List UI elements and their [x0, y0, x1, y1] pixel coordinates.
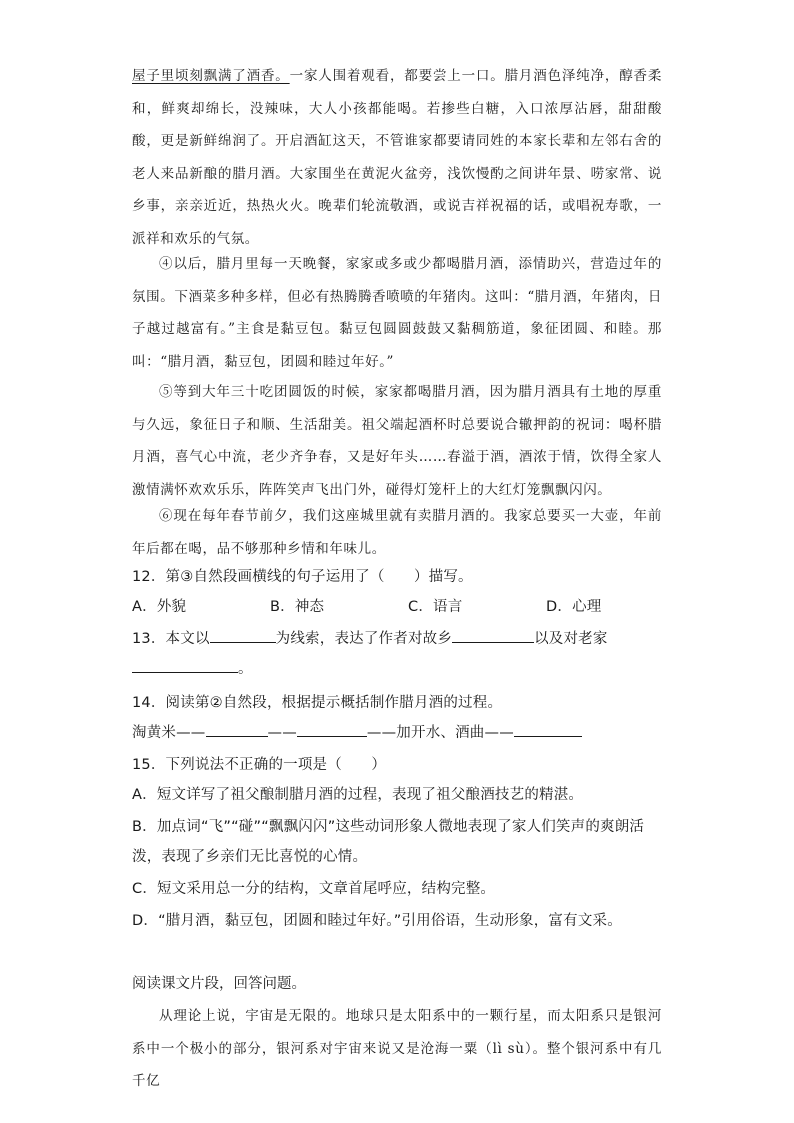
question-15: 15．下列说法不正确的一项是（ ） [132, 757, 387, 773]
option-d[interactable]: D．心理 [546, 599, 602, 615]
answer-blank[interactable] [297, 718, 367, 737]
section-intro: 阅读课文片段，回答问题。 [132, 976, 306, 992]
q14-dash: —— [267, 725, 297, 741]
answer-blank[interactable] [514, 718, 582, 737]
question-15-option-d[interactable]: D．“腊月酒，黏豆包，团圆和睦过年好。”引用俗语，生动形象，富有文采。 [132, 913, 622, 929]
q14-step-mid: ——加开水、酒曲—— [366, 725, 514, 741]
q13-text-b: 为线索，表达了作者对故乡 [275, 631, 453, 647]
q13-end: 。 [238, 661, 253, 677]
question-15-option-a[interactable]: A．短文详写了祖父酿制腊月酒的过程，表现了祖父酿酒技艺的精湛。 [132, 787, 584, 803]
passage-paragraph-3 [132, 60, 662, 255]
question-12-options [132, 592, 672, 622]
option-b[interactable]: B．神态 [270, 599, 325, 615]
answer-blank[interactable] [132, 654, 238, 673]
answer-blank[interactable] [452, 624, 534, 643]
question-14-steps [132, 718, 672, 748]
paragraph-3-text: 一家人围着观看，都要尝上一口。腊月酒色泽纯净，醇香柔和，鲜爽却绵长，没辣味，大人小孩都能喝。若掺些白糖，入口浓厚沾唇，甜甜酸酸，更是新鲜绵润了。开启酒缸这天，不管谁家都要请同姓的本家长辈和左邻右舍的老人来品新酿的腊月酒。大家围坐在黄泥火盆旁，浅饮慢酌之间讲年景、唠家常、说乡事，亲亲近近，热热火火。晚辈们轮流敬酒，或说吉祥祝福的话，或唱祝寿歌，一派祥和欢乐的气氛。 [132, 68, 662, 247]
q14-step-start: 淘黄米—— [132, 725, 206, 741]
answer-blank[interactable] [210, 624, 276, 643]
answer-blank[interactable] [206, 718, 268, 737]
option-c[interactable]: C．语言 [408, 599, 463, 615]
question-13-line-2 [132, 654, 672, 684]
underlined-sentence: 屋子里顷刻飘满了酒香。 [132, 68, 290, 84]
option-a[interactable]: A．外貌 [132, 599, 187, 615]
passage-paragraph-6: ⑥现在每年春节前夕，我们这座城里就有卖腊月酒的。我家总要买一大壶，年前年后都在喝，品不够那种乡情和年味儿。 [132, 508, 662, 557]
passage-paragraph-4: ④以后，腊月里每一天晚餐，家家或多或少都喝腊月酒，添情助兴，营造过年的氛围。下酒菜多种多样，但必有热腾腾香喷喷的年猪肉。这叫：“腊月酒，年猪肉，日子越过越富有。”主食是黏豆包。黏豆包圆圆鼓鼓又黏稠筋道，象征团圆、和睦。那叫：“腊月酒，黏豆包，团圆和睦过年好。” [132, 256, 662, 370]
reading-passage-2: 从理论上说，宇宙是无限的。地球只是太阳系中的一颗行星，而太阳系只是银河系中一个极小的部分，银河系对宇宙来说又是沧海一粟（lì sù）。整个银河系中有几千亿 [132, 1008, 662, 1089]
q13-text-c: 以及对老家 [534, 631, 608, 647]
question-13 [132, 624, 672, 654]
question-14: 14．阅读第②自然段，根据提示概括制作腊月酒的过程。 [132, 695, 503, 711]
question-15-option-b[interactable]: B．加点词“飞”“碰”“飘飘闪闪”这些动词形象人微地表现了家人们笑声的爽朗活泼，表现了乡亲们无比喜悦的心情。 [132, 819, 645, 865]
q13-text-a: 13．本文以 [132, 631, 210, 647]
passage-paragraph-5: ⑤等到大年三十吃团圆饭的时候，家家都喝腊月酒，因为腊月酒具有土地的厚重与久远，象征日子和顺、生活甜美。祖父端起酒杯时总要说合辙押韵的祝词：喝杯腊月酒，喜气心中流，老少齐争春，又是好年头……春溢于酒，酒浓于情，饮得全家人激情满怀欢欢乐乐，阵阵笑声飞出门外，碰得灯笼杆上的大红灯笼飘飘闪闪。 [132, 384, 662, 498]
question-15-option-c[interactable]: C．短文采用总一分的结构，文章首尾呼应，结构完整。 [132, 881, 496, 897]
question-12: 12．第③自然段画横线的句子运用了（ ）描写。 [132, 569, 473, 585]
